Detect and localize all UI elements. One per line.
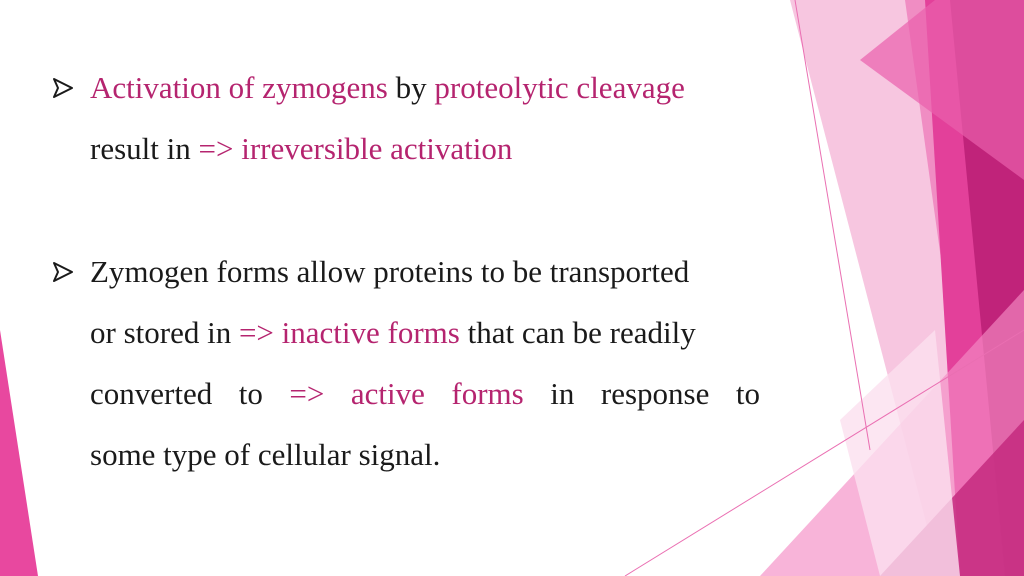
text-plain: converted <box>90 376 213 411</box>
bullet-line <box>90 254 760 290</box>
text-plain: response <box>600 376 710 411</box>
text-highlight: => inactive forms <box>238 315 460 350</box>
text-plain: or stored in <box>90 315 239 350</box>
text-plain: to <box>238 376 263 411</box>
arrow-bullet-icon <box>52 261 74 283</box>
text-highlight: => <box>289 376 325 411</box>
text-plain: that can be readily <box>459 315 696 350</box>
bullet-line <box>90 70 760 106</box>
text-highlight: Activation of zymogens <box>90 70 388 105</box>
text-plain: result in <box>90 131 199 166</box>
text-plain: Zymogen forms allow proteins to be transported <box>90 254 690 289</box>
text-plain: in <box>550 376 575 411</box>
bullet-line <box>90 315 760 351</box>
text-highlight: => irreversible activation <box>198 131 513 166</box>
bullet-line <box>90 131 760 167</box>
text-plain: some type of cellular signal. <box>90 437 441 472</box>
bullet-line <box>90 437 760 473</box>
bullet-line-justified <box>90 376 760 412</box>
text-plain: to <box>735 376 760 411</box>
text-highlight: proteolytic cleavage <box>434 70 685 105</box>
arrow-bullet-icon <box>52 77 74 99</box>
text-highlight: active <box>350 376 425 411</box>
text-plain: by <box>387 70 435 105</box>
text-highlight: forms <box>451 376 524 411</box>
